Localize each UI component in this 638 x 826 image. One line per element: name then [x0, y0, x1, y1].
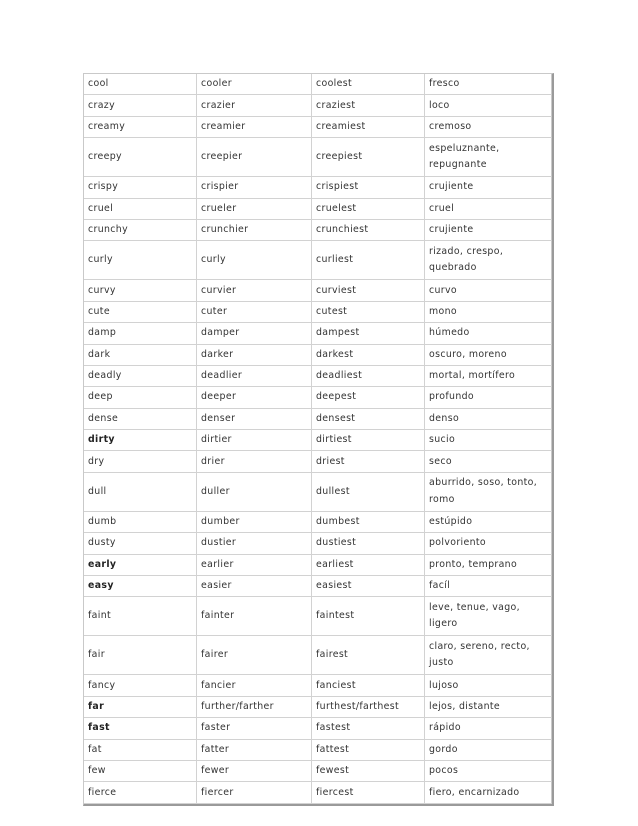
comparative-cell: fewer	[197, 761, 312, 782]
base-form-cell: dense	[84, 409, 197, 430]
comparative-cell: further/farther	[197, 697, 312, 718]
table-row	[84, 366, 552, 387]
table-row	[84, 409, 552, 430]
table-row	[84, 636, 552, 675]
spanish-translation-cell: rápido	[425, 718, 552, 739]
spanish-translation-cell: leve, tenue, vago, ligero	[425, 597, 552, 636]
base-form-cell: few	[84, 761, 197, 782]
comparative-cell: curly	[197, 241, 312, 280]
table-row	[84, 177, 552, 198]
superlative-cell: curviest	[312, 280, 425, 301]
superlative-cell: dampest	[312, 323, 425, 344]
comparative-cell: curvier	[197, 280, 312, 301]
comparative-cell: crunchier	[197, 220, 312, 241]
comparative-cell: damper	[197, 323, 312, 344]
comparative-cell: faster	[197, 718, 312, 739]
superlative-cell: crispiest	[312, 177, 425, 198]
superlative-cell: darkest	[312, 345, 425, 366]
base-form-cell: crazy	[84, 95, 197, 116]
base-form-cell: damp	[84, 323, 197, 344]
spanish-translation-cell: facíl	[425, 576, 552, 597]
table-row	[84, 95, 552, 116]
comparative-cell: dustier	[197, 533, 312, 554]
comparative-cell: fairer	[197, 636, 312, 675]
base-form-cell: creamy	[84, 117, 197, 138]
superlative-cell: coolest	[312, 74, 425, 95]
base-form-cell: dusty	[84, 533, 197, 554]
table-row	[84, 220, 552, 241]
comparative-cell: crispier	[197, 177, 312, 198]
superlative-cell: dirtiest	[312, 430, 425, 451]
superlative-cell: driest	[312, 451, 425, 472]
spanish-translation-cell: cremoso	[425, 117, 552, 138]
spanish-translation-cell: pronto, temprano	[425, 555, 552, 576]
base-form-cell: creepy	[84, 138, 197, 177]
base-form-cell: dull	[84, 473, 197, 512]
comparative-cell: creepier	[197, 138, 312, 177]
spanish-translation-cell: aburrido, soso, tonto, romo	[425, 473, 552, 512]
base-form-cell: cute	[84, 302, 197, 323]
superlative-cell: dumbest	[312, 512, 425, 533]
table-row	[84, 117, 552, 138]
table-row	[84, 761, 552, 782]
comparative-cell: cooler	[197, 74, 312, 95]
spanish-translation-cell: gordo	[425, 740, 552, 761]
superlative-cell: faintest	[312, 597, 425, 636]
table-row	[84, 323, 552, 344]
spanish-translation-cell: oscuro, moreno	[425, 345, 552, 366]
superlative-cell: furthest/farthest	[312, 697, 425, 718]
spanish-translation-cell: rizado, crespo, quebrado	[425, 241, 552, 280]
spanish-translation-cell: húmedo	[425, 323, 552, 344]
spanish-translation-cell: espeluznante, repugnante	[425, 138, 552, 177]
table-row	[84, 697, 552, 718]
comparative-cell: creamier	[197, 117, 312, 138]
superlative-cell: deepest	[312, 387, 425, 408]
base-form-cell: fancy	[84, 675, 197, 696]
spanish-translation-cell: fiero, encarnizado	[425, 782, 552, 803]
table-row	[84, 138, 552, 177]
table-row	[84, 302, 552, 323]
superlative-cell: craziest	[312, 95, 425, 116]
base-form-cell: fair	[84, 636, 197, 675]
comparative-cell: drier	[197, 451, 312, 472]
spanish-translation-cell: polvoriento	[425, 533, 552, 554]
superlative-cell: deadliest	[312, 366, 425, 387]
comparative-cell: deeper	[197, 387, 312, 408]
table-row	[84, 512, 552, 533]
superlative-cell: dullest	[312, 473, 425, 512]
table-row	[84, 387, 552, 408]
superlative-cell: creamiest	[312, 117, 425, 138]
table-body	[84, 74, 552, 804]
base-form-cell: dirty	[84, 430, 197, 451]
spanish-translation-cell: estúpido	[425, 512, 552, 533]
base-form-cell: curvy	[84, 280, 197, 301]
superlative-cell: cutest	[312, 302, 425, 323]
base-form-cell: fierce	[84, 782, 197, 803]
superlative-cell: densest	[312, 409, 425, 430]
table-row	[84, 199, 552, 220]
table-row	[84, 430, 552, 451]
spanish-translation-cell: pocos	[425, 761, 552, 782]
comparative-cell: crueler	[197, 199, 312, 220]
base-form-cell: far	[84, 697, 197, 718]
base-form-cell: crispy	[84, 177, 197, 198]
spanish-translation-cell: denso	[425, 409, 552, 430]
spanish-translation-cell: lujoso	[425, 675, 552, 696]
table-row	[84, 597, 552, 636]
superlative-cell: dustiest	[312, 533, 425, 554]
spanish-translation-cell: mortal, mortífero	[425, 366, 552, 387]
superlative-cell: creepiest	[312, 138, 425, 177]
spanish-translation-cell: profundo	[425, 387, 552, 408]
table-row	[84, 241, 552, 280]
base-form-cell: fat	[84, 740, 197, 761]
comparative-cell: fancier	[197, 675, 312, 696]
superlative-cell: fanciest	[312, 675, 425, 696]
base-form-cell: early	[84, 555, 197, 576]
spanish-translation-cell: fresco	[425, 74, 552, 95]
table-row	[84, 718, 552, 739]
comparative-cell: earlier	[197, 555, 312, 576]
superlative-cell: crunchiest	[312, 220, 425, 241]
table-row	[84, 451, 552, 472]
comparative-cell: easier	[197, 576, 312, 597]
table-row	[84, 740, 552, 761]
superlative-cell: fastest	[312, 718, 425, 739]
spanish-translation-cell: seco	[425, 451, 552, 472]
spanish-translation-cell: cruel	[425, 199, 552, 220]
spanish-translation-cell: mono	[425, 302, 552, 323]
table-row	[84, 280, 552, 301]
comparative-cell: dumber	[197, 512, 312, 533]
comparative-cell: deadlier	[197, 366, 312, 387]
base-form-cell: easy	[84, 576, 197, 597]
comparative-cell: duller	[197, 473, 312, 512]
superlative-cell: easiest	[312, 576, 425, 597]
base-form-cell: crunchy	[84, 220, 197, 241]
comparative-cell: fiercer	[197, 782, 312, 803]
table-row	[84, 555, 552, 576]
spanish-translation-cell: loco	[425, 95, 552, 116]
superlative-cell: fairest	[312, 636, 425, 675]
table-row	[84, 345, 552, 366]
comparative-cell: fatter	[197, 740, 312, 761]
base-form-cell: cruel	[84, 199, 197, 220]
comparative-cell: denser	[197, 409, 312, 430]
comparative-cell: crazier	[197, 95, 312, 116]
base-form-cell: deep	[84, 387, 197, 408]
spanish-translation-cell: lejos, distante	[425, 697, 552, 718]
table-row	[84, 576, 552, 597]
base-form-cell: dry	[84, 451, 197, 472]
table-row	[84, 473, 552, 512]
base-form-cell: cool	[84, 74, 197, 95]
table-row	[84, 782, 552, 803]
spanish-translation-cell: claro, sereno, recto, justo	[425, 636, 552, 675]
comparative-cell: dirtier	[197, 430, 312, 451]
superlative-cell: fattest	[312, 740, 425, 761]
table-row	[84, 675, 552, 696]
spanish-translation-cell: curvo	[425, 280, 552, 301]
base-form-cell: dark	[84, 345, 197, 366]
table-row	[84, 533, 552, 554]
superlative-cell: curliest	[312, 241, 425, 280]
table-row	[84, 74, 552, 95]
comparative-cell: cuter	[197, 302, 312, 323]
spanish-translation-cell: sucio	[425, 430, 552, 451]
base-form-cell: dumb	[84, 512, 197, 533]
spanish-translation-cell: crujiente	[425, 177, 552, 198]
adjective-comparison-table	[83, 73, 554, 806]
superlative-cell: earliest	[312, 555, 425, 576]
spanish-translation-cell: crujiente	[425, 220, 552, 241]
base-form-cell: faint	[84, 597, 197, 636]
comparative-cell: fainter	[197, 597, 312, 636]
base-form-cell: deadly	[84, 366, 197, 387]
comparative-cell: darker	[197, 345, 312, 366]
superlative-cell: fiercest	[312, 782, 425, 803]
superlative-cell: fewest	[312, 761, 425, 782]
base-form-cell: fast	[84, 718, 197, 739]
base-form-cell: curly	[84, 241, 197, 280]
superlative-cell: cruelest	[312, 199, 425, 220]
